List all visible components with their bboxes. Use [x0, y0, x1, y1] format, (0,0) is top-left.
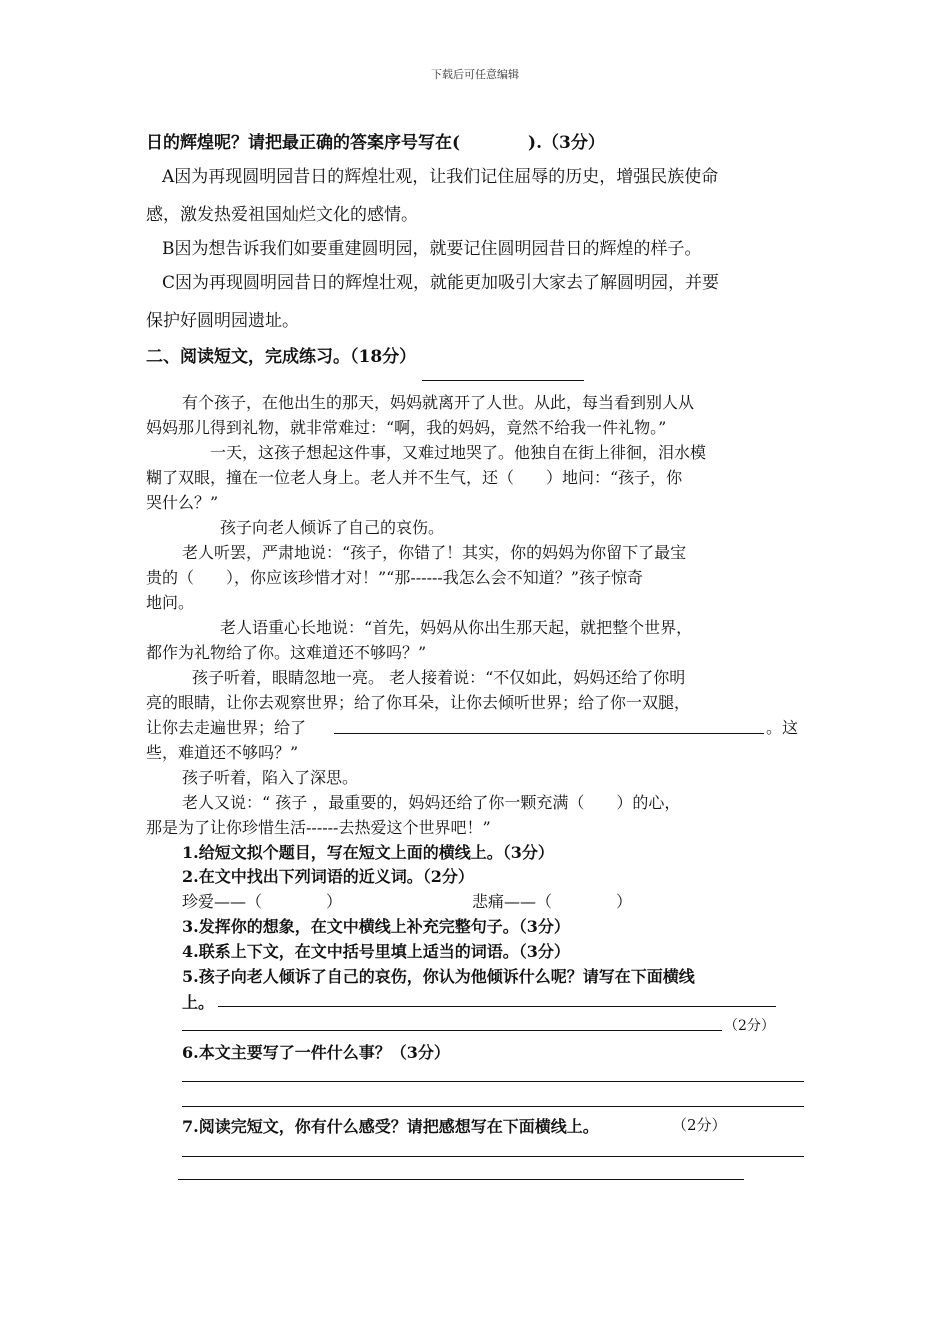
passage-line: 些，难道还不够吗？” — [146, 743, 299, 762]
question-2-item-b: 悲痛——（ ） — [472, 892, 633, 911]
question-2-item-a: 珍爱——（ ） — [182, 892, 343, 911]
passage-line: 贵的（ ），你应该珍惜才对！”“那------我怎么会不知道？”孩子惊奇 — [146, 568, 643, 587]
option-a-line2: 感，激发热爱祖国灿烂文化的感情。 — [146, 205, 418, 225]
question-2: 2.在文中找出下列词语的近义词。（2分） — [182, 867, 474, 886]
passage-line: 有个孩子，在他出生的那天，妈妈就离开了人世。从此，每当看到别人从 — [182, 393, 695, 412]
passage-line: 孩子听着，陷入了深思。 — [182, 768, 359, 787]
option-c-line2: 保护好圆明园遗址。 — [146, 311, 299, 331]
passage-line: 糊了双眼，撞在一位老人身上。老人并不生气，还（ ）地问：“孩子，你 — [146, 468, 683, 487]
question-3: 3.发挥你的想象，在文中横线上补充完整句子。（3分） — [182, 917, 570, 936]
question-4: 4.联系上下文，在文中括号里填上适当的词语。（3分） — [182, 942, 570, 961]
answer-line-q6-1 — [182, 1081, 804, 1082]
section-title: 二、阅读短文，完成练习。（18分） — [146, 347, 417, 367]
question-1: 1.给短文拟个题目，写在短文上面的横线上。（3分） — [182, 843, 554, 862]
passage-line: 。这 — [766, 718, 799, 737]
passage-line: 老人又说：“ 孩子 ，最重要的，妈妈还给了你一颗充满（ ）的心， — [182, 793, 681, 812]
passage-line: 孩子向老人倾诉了自己的哀伤。 — [220, 518, 445, 537]
question-5-line1: 5.孩子向老人倾诉了自己的哀伤，你认为他倾诉什么呢？请写在下面横线 — [182, 967, 695, 986]
question-7-score: （2分） — [672, 1116, 727, 1134]
passage-line: 地问。 — [146, 593, 195, 612]
passage-line: 亮的眼睛，让你去观察世界；给了你耳朵，让你去倾听世界；给了你一双腿， — [146, 693, 691, 712]
passage-line: 让你去走遍世界；给了 — [146, 718, 307, 737]
answer-line-q5-2 — [182, 1030, 722, 1031]
passage-line: 那是为了让你珍惜生活------去热爱这个世界吧！” — [146, 818, 491, 837]
answer-line-q7-2 — [178, 1179, 744, 1180]
question-6: 6.本文主要写了一件什么事？（3分） — [182, 1043, 450, 1062]
question-5-line2: 上。 — [182, 993, 215, 1012]
passage-line: 一天，这孩子想起这件事，又难过地哭了。他独自在街上徘徊，泪水模 — [210, 443, 707, 462]
question-7: 7.阅读完短文，你有什么感受？请把感想写在下面横线上。 — [182, 1117, 599, 1136]
option-a-line1: A因为再现圆明园昔日的辉煌壮观，让我们记住屈辱的历史，增强民族使命 — [162, 167, 719, 187]
question-5-score: （2分） — [724, 1018, 775, 1034]
passage-line: 孩子听着，眼睛忽地一亮。 老人接着说：“不仅如此，妈妈还给了你明 — [192, 668, 686, 687]
passage-line: 老人语重心长地说：“首先，妈妈从你出生那天起，就把整个世界， — [220, 618, 693, 637]
answer-line-q6-2 — [182, 1106, 804, 1107]
answer-line-q5-1 — [218, 1006, 776, 1007]
option-b: B因为想告诉我们如要重建圆明园，就要记住圆明园昔日的辉煌的样子。 — [162, 239, 702, 259]
passage-line: 都作为礼物给了你。这难道还不够吗？” — [146, 643, 427, 662]
title-answer-line — [422, 380, 584, 381]
page-header: 下载后可任意编辑 — [431, 68, 519, 81]
question-stem: 日的辉煌呢？请把最正确的答案序号写在( ).（3分） — [146, 133, 605, 153]
passage-line: 老人听罢，严肃地说：“孩子，你错了！其实，你的妈妈为你留下了最宝 — [182, 543, 687, 562]
passage-line: 妈妈那儿得到礼物，就非常难过：“啊，我的妈妈，竟然不给我一件礼物。” — [146, 418, 667, 437]
fill-in-answer-line — [334, 733, 764, 734]
passage-line: 哭什么？” — [146, 493, 219, 512]
answer-line-q7-1 — [182, 1156, 804, 1157]
option-c-line1: C因为再现圆明园昔日的辉煌壮观，就能更加吸引大家去了解圆明园，并要 — [162, 273, 720, 293]
